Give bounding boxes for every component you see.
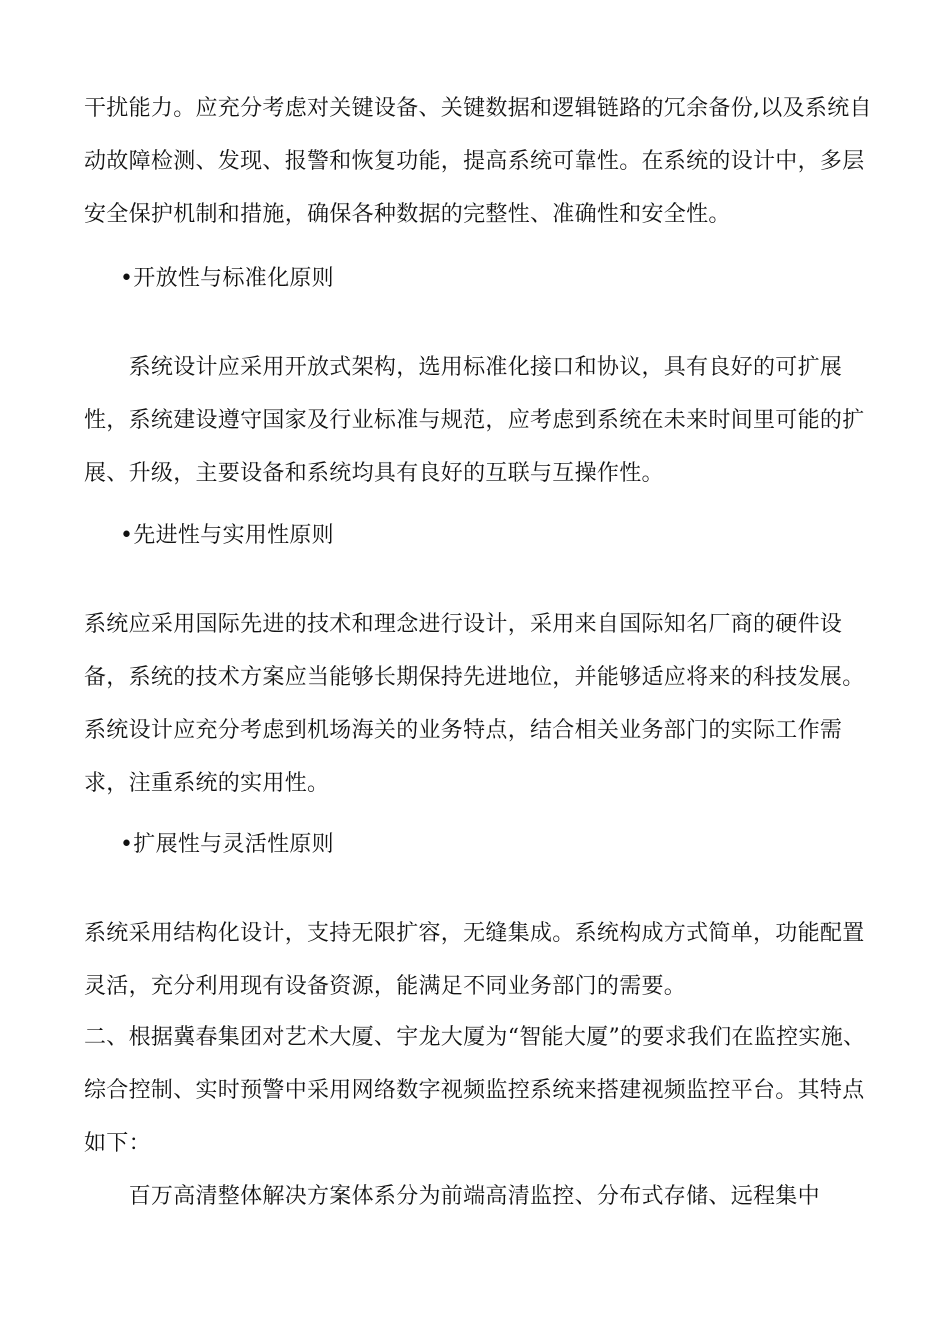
- paragraph-hd-solution: 百万高清整体解决方案体系分为前端高清监控、分布式存储、远程集中: [84, 1184, 820, 1209]
- paragraph-reliability-continued: 干扰能力。应充分考虑对关键设备、关键数据和逻辑链路的冗余备份,以及系统自动故障检测、发现、报警和恢复功能，提高系统可靠性。在系统的设计中，多层安全保护机制和措施，确保各种数据的完整性、准确性和安全性。: [84, 96, 872, 227]
- heading-text: 先进性与实用性原则: [133, 523, 334, 548]
- heading-advanced-practical: [120, 521, 334, 551]
- paragraph-scalability: 系统采用结构化设计，支持无限扩容，无缝集成。系统构成方式简单，功能配置灵活，充分利用现有设备资源，能满足不同业务部门的需要。: [84, 921, 865, 999]
- paragraph-section-two: 二、根据冀春集团对艺术大厦、宇龙大厦为“智能大厦”的要求我们在监控实施、综合控制、实时预警中采用网络数字视频监控系统来搭建视频监控平台。其特点如下：: [84, 1025, 866, 1156]
- heading-scalability-flexibility: [120, 830, 334, 860]
- heading-openness-standardization: [120, 264, 334, 294]
- bullet-icon: •: [120, 832, 134, 857]
- bullet-icon: •: [120, 266, 134, 291]
- heading-text: 开放性与标准化原则: [133, 266, 334, 291]
- paragraph-advanced-practical: 系统应采用国际先进的技术和理念进行设计，采用来自国际知名厂商的硬件设备，系统的技术方案应当能够长期保持先进地位，并能够适应将来的科技发展。系统设计应充分考虑到机场海关的业务特点，结合相关业务部门的实际工作需求，注重系统的实用性。: [84, 612, 865, 796]
- bullet-icon: •: [120, 523, 134, 548]
- heading-text: 扩展性与灵活性原则: [133, 832, 334, 857]
- paragraph-openness: 系统设计应采用开放式架构，选用标准化接口和协议，具有良好的可扩展性，系统建设遵守国家及行业标准与规范，应考虑到系统在未来时间里可能的扩展、升级，主要设备和系统均具有良好的互联与互操作性。: [84, 355, 865, 486]
